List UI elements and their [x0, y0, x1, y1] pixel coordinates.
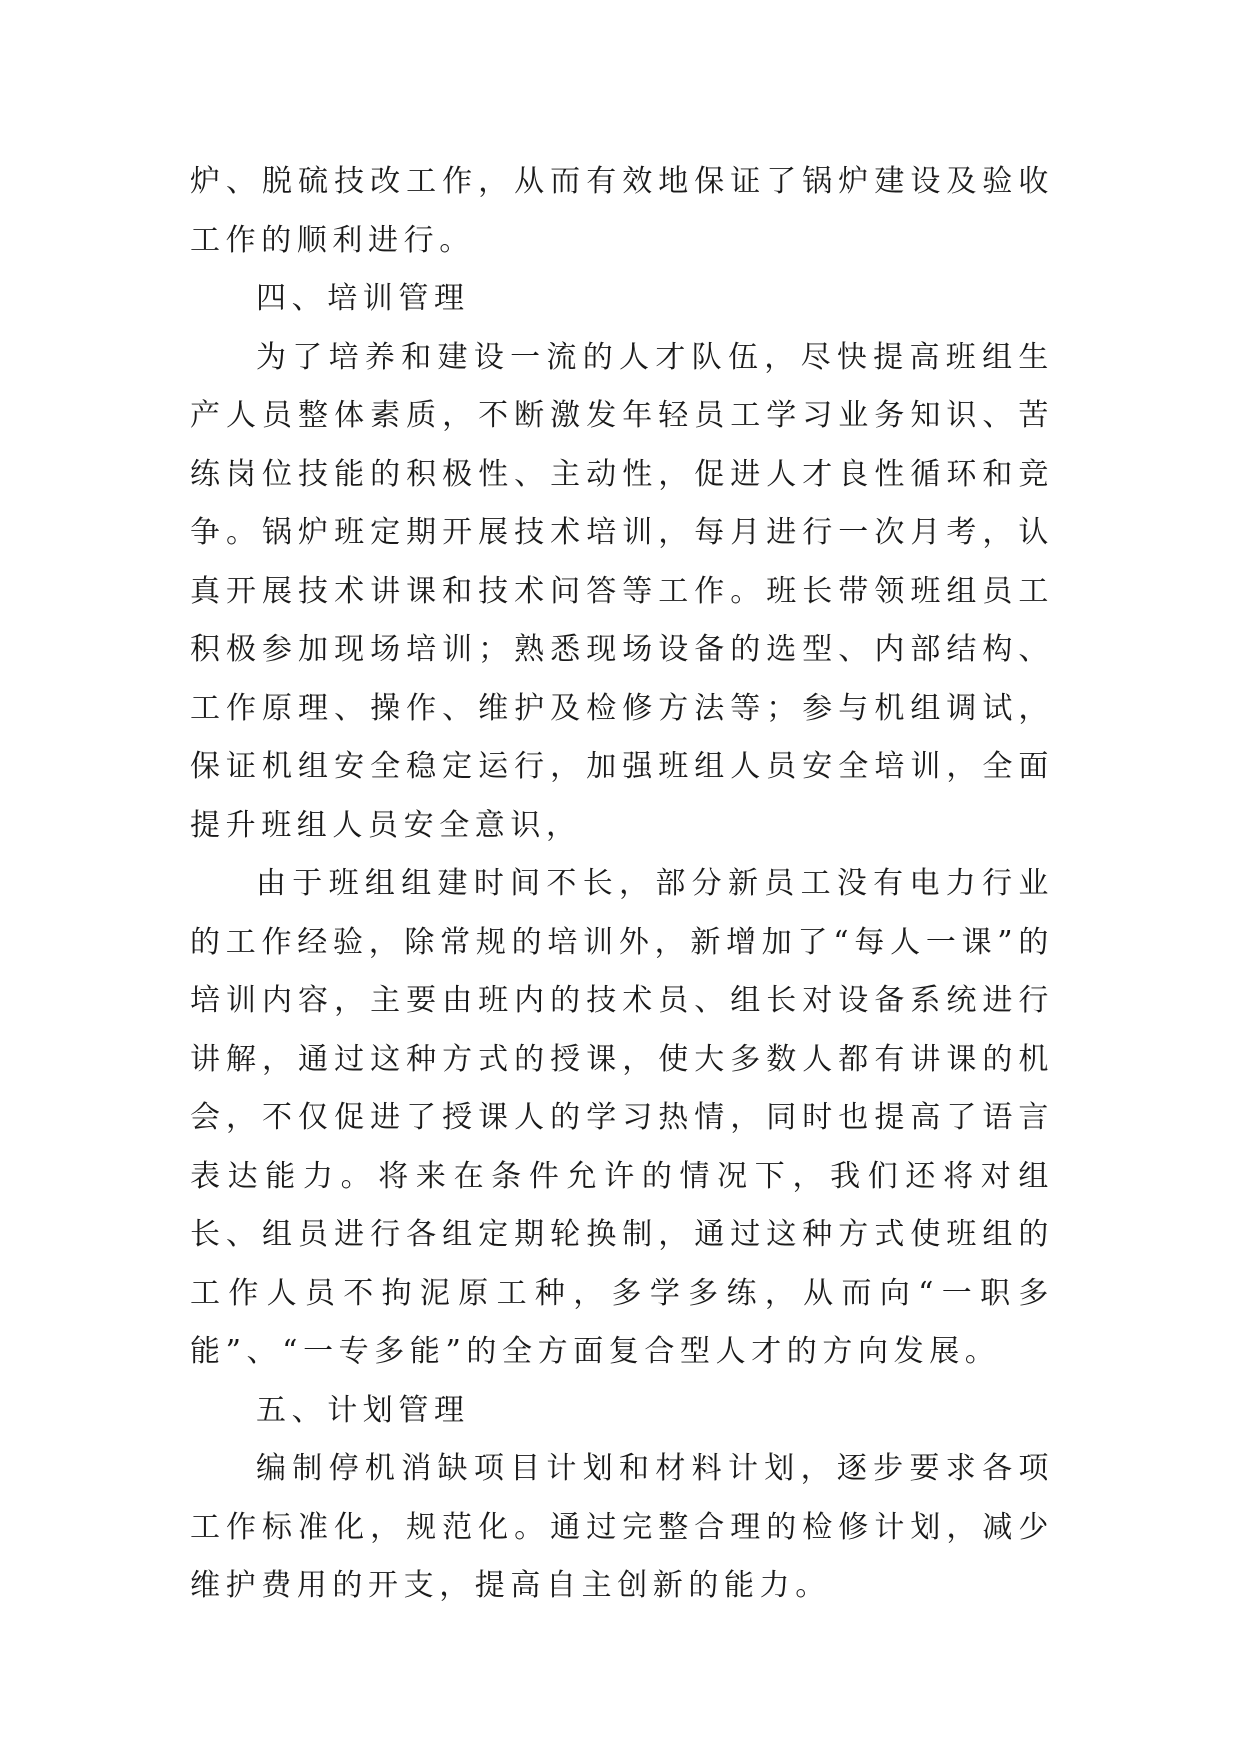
section-heading-planning: 五、计划管理	[256, 1392, 470, 1428]
document-body	[190, 153, 1054, 1616]
section-heading-training: 四、培训管理	[256, 281, 470, 316]
paragraph-training-intro: 为了培养和建设一流的人才队伍，尽快提高班组生产人员整体素质，不断激发年轻员工学习业务知识、苦练岗位技能的积极性、主动性，促进人才良性循环和竞争。锅炉班定期开展技术培训，每月进行一次月考，认真开展技术讲课和技术问答等工作。班长带领班组员工积极参加现场培训；熟悉现场设备的选型、内部结构、工作原理、操作、维护及检修方法等；参与机组调试，保证机组安全稳定运行，加强班组人员安全培训，全面提升班组人员安全意识，	[190, 339, 1054, 843]
paragraph-training-detail: 由于班组组建时间不长，部分新员工没有电力行业的工作经验，除常规的培训外，新增加了“每人一课”的培训内容，主要由班内的技术员、组长对设备系统进行讲解，通过这种方式的授课，使大多数人都有讲课的机会，不仅促进了授课人的学习热情，同时也提高了语言表达能力。将来在条件允许的情况下，我们还将对组长、组员进行各组定期轮换制，通过这种方式使班组的工作人员不拘泥原工种，多学多练，从而向“一职多能”、“一专多能”的全方面复合型人才的方向发展。	[190, 866, 1054, 1369]
paragraph-continuation: 炉、脱硫技改工作，从而有效地保证了锅炉建设及验收工作的顺利进行。	[190, 164, 1054, 258]
paragraph-planning: 编制停机消缺项目计划和材料计划，逐步要求各项工作标准化，规范化。通过完整合理的检修计划，减少维护费用的开支，提高自主创新的能力。	[190, 1451, 1054, 1603]
